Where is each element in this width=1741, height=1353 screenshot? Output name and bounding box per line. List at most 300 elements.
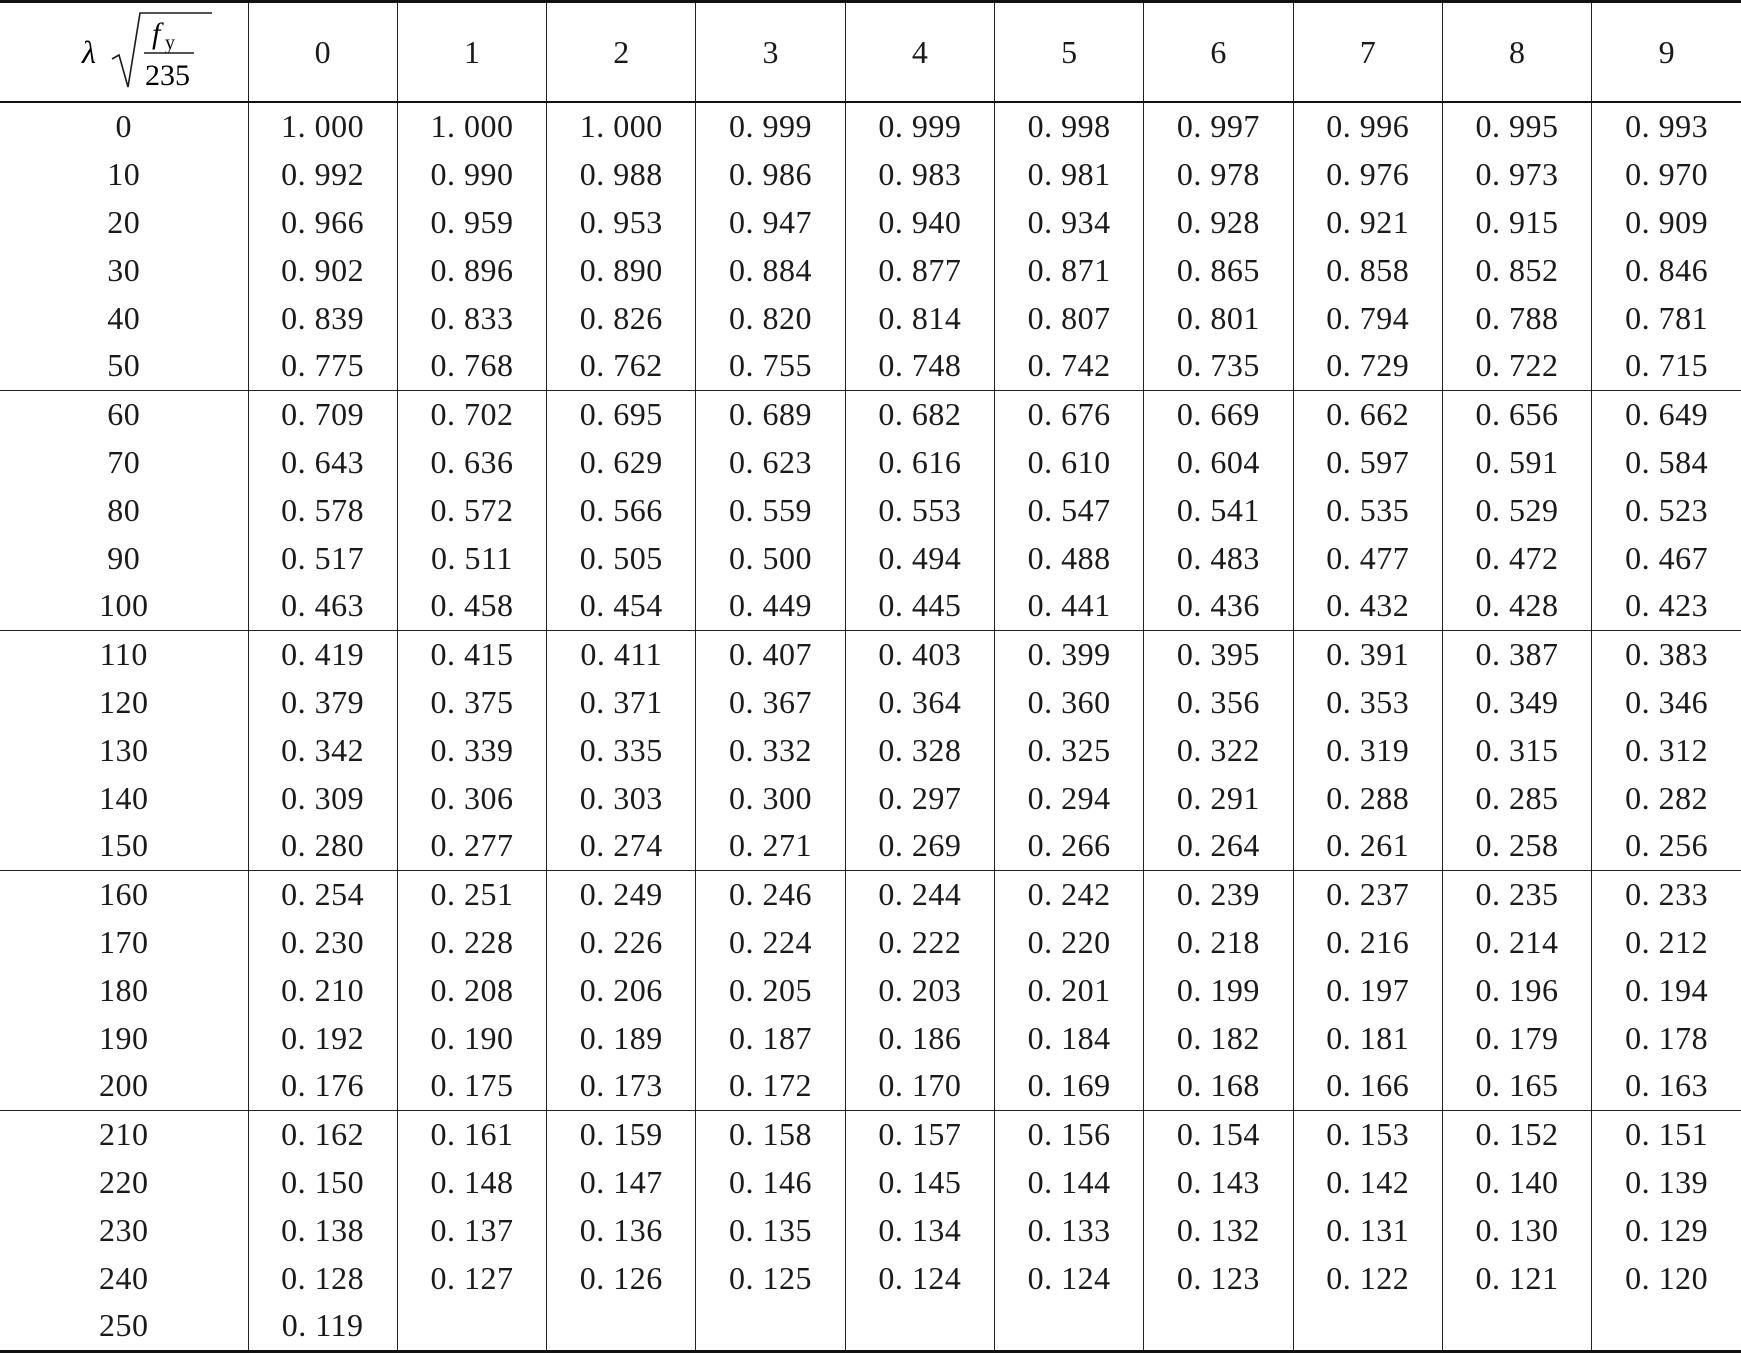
table-row (0, 1302, 1741, 1351)
row-lambda-label: 210 (99, 1116, 149, 1153)
coefficient-cell: 0. 205 (696, 966, 845, 1014)
coefficient-cell: 0. 280 (248, 822, 397, 870)
coefficient-cell: 0. 134 (845, 1206, 994, 1254)
coefficient-cell: 0. 768 (397, 342, 546, 390)
coefficient-cell: 0. 915 (1442, 199, 1591, 247)
coefficient-cell: 0. 978 (1144, 151, 1293, 199)
coefficient-cell: 0. 300 (696, 774, 845, 822)
coefficient-cell: 0. 203 (845, 966, 994, 1014)
coefficient-cell: 0. 120 (1592, 1254, 1741, 1302)
row-lambda-label: 130 (99, 731, 149, 768)
coefficient-cell: 0. 921 (1293, 199, 1442, 247)
coefficient-cell: 0. 235 (1442, 870, 1591, 918)
coefficient-cell: 0. 271 (696, 822, 845, 870)
coefficient-cell: 0. 172 (696, 1062, 845, 1110)
coefficient-cell: 0. 488 (994, 534, 1143, 582)
coefficient-cell: 0. 216 (1293, 919, 1442, 967)
coefficient-cell: 0. 391 (1293, 630, 1442, 678)
coefficient-cell: 0. 176 (248, 1062, 397, 1110)
coefficient-cell: 0. 970 (1592, 151, 1741, 199)
row-lambda-label: 0 (115, 108, 132, 145)
row-lambda-label: 70 (107, 443, 141, 480)
coefficient-cell: 0. 702 (397, 390, 546, 438)
coefficient-cell (845, 1302, 994, 1351)
coefficient-cell: 0. 119 (248, 1302, 397, 1351)
coefficient-cell: 0. 896 (397, 246, 546, 294)
coefficient-cell: 0. 356 (1144, 679, 1293, 727)
coefficient-cell: 0. 449 (696, 582, 845, 630)
coefficient-cell: 0. 132 (1144, 1206, 1293, 1254)
coefficient-cell: 0. 467 (1592, 534, 1741, 582)
table-row (0, 582, 1741, 630)
coefficient-cell: 0. 294 (994, 774, 1143, 822)
coefficient-cell: 0. 953 (547, 199, 696, 247)
coefficient-cell: 0. 517 (248, 534, 397, 582)
coefficient-cell: 0. 136 (547, 1206, 696, 1254)
coefficient-cell: 0. 256 (1592, 822, 1741, 870)
header-digit-4: 4 (845, 2, 994, 103)
header-digit-5: 5 (994, 2, 1143, 103)
slenderness-formula (24, 3, 224, 93)
row-lambda-label: 250 (0, 1302, 248, 1351)
row-lambda-label: 240 (99, 1259, 149, 1296)
coefficient-cell: 0. 131 (1293, 1206, 1442, 1254)
header-digit-7: 7 (1293, 2, 1442, 103)
coefficient-cell: 0. 237 (1293, 870, 1442, 918)
coefficient-cell: 0. 807 (994, 294, 1143, 342)
coefficient-cell: 0. 249 (547, 870, 696, 918)
coefficient-cell: 0. 335 (547, 726, 696, 774)
coefficient-cell: 0. 999 (845, 102, 994, 151)
row-lambda-label: 200 (0, 1062, 248, 1110)
header-digit-2: 2 (547, 2, 696, 103)
coefficient-cell: 0. 990 (397, 151, 546, 199)
coefficient-cell: 0. 218 (1144, 919, 1293, 967)
coefficient-cell: 0. 208 (397, 966, 546, 1014)
coefficient-cell: 0. 649 (1592, 390, 1741, 438)
coefficient-cell: 0. 173 (547, 1062, 696, 1110)
coefficient-cell: 0. 529 (1442, 486, 1591, 534)
row-lambda-label: 160 (99, 876, 149, 913)
coefficient-cell: 0. 981 (994, 151, 1143, 199)
header-digit-0: 0 (248, 2, 397, 103)
coefficient-cell: 0. 127 (397, 1254, 546, 1302)
coefficient-cell: 0. 364 (845, 679, 994, 727)
coefficient-cell: 0. 387 (1442, 630, 1591, 678)
coefficient-cell (696, 1302, 845, 1351)
coefficient-cell: 0. 636 (397, 439, 546, 487)
coefficient-cell: 0. 500 (696, 534, 845, 582)
coefficient-cell: 0. 801 (1144, 294, 1293, 342)
coefficient-cell: 0. 184 (994, 1014, 1143, 1062)
coefficient-cell: 0. 346 (1592, 679, 1741, 727)
coefficient-cell: 0. 128 (248, 1254, 397, 1302)
row-lambda-label: 30 (107, 251, 141, 288)
row-lambda-label: 170 (99, 923, 149, 960)
coefficient-cell: 0. 682 (845, 390, 994, 438)
table-row (0, 726, 1741, 774)
coefficient-cell: 0. 143 (1144, 1159, 1293, 1207)
coefficient-cell: 0. 976 (1293, 151, 1442, 199)
coefficient-cell: 0. 996 (1293, 102, 1442, 151)
coefficient-cell: 0. 383 (1592, 630, 1741, 678)
table-row (0, 151, 1741, 199)
table-row (0, 870, 1741, 918)
coefficient-cell: 0. 643 (248, 439, 397, 487)
formula-lambda: λ (81, 34, 96, 70)
coefficient-cell (1592, 1302, 1741, 1351)
table-row (0, 294, 1741, 342)
coefficient-cell (1293, 1302, 1442, 1351)
coefficient-cell: 0. 140 (1442, 1159, 1591, 1207)
coefficient-cell: 0. 993 (1592, 102, 1741, 151)
coefficient-cell: 0. 553 (845, 486, 994, 534)
coefficient-cell: 0. 181 (1293, 1014, 1442, 1062)
table-body (0, 102, 1741, 1351)
row-lambda-label: 80 (107, 491, 141, 528)
coefficient-cell: 0. 775 (248, 342, 397, 390)
coefficient-cell: 0. 865 (1144, 246, 1293, 294)
coefficient-cell: 0. 165 (1442, 1062, 1591, 1110)
table-row (0, 439, 1741, 487)
coefficient-cell: 0. 477 (1293, 534, 1442, 582)
coefficient-cell: 0. 535 (1293, 486, 1442, 534)
coefficient-cell: 0. 833 (397, 294, 546, 342)
coefficient-cell: 0. 192 (248, 1014, 397, 1062)
coefficient-cell: 0. 616 (845, 439, 994, 487)
coefficient-cell: 0. 158 (696, 1110, 845, 1158)
coefficient-cell: 0. 959 (397, 199, 546, 247)
row-lambda-label: 50 (0, 342, 248, 390)
coefficient-cell: 0. 303 (547, 774, 696, 822)
coefficient-cell: 0. 315 (1442, 726, 1591, 774)
coefficient-cell: 0. 947 (696, 199, 845, 247)
coefficient-cell: 0. 319 (1293, 726, 1442, 774)
coefficient-cell: 0. 138 (248, 1206, 397, 1254)
coefficient-cell: 0. 196 (1442, 966, 1591, 1014)
coefficient-cell: 0. 709 (248, 390, 397, 438)
coefficient-cell: 0. 375 (397, 679, 546, 727)
coefficient-cell: 0. 871 (994, 246, 1143, 294)
coefficient-cell: 0. 902 (248, 246, 397, 294)
coefficient-cell: 0. 154 (1144, 1110, 1293, 1158)
coefficient-cell: 0. 966 (248, 199, 397, 247)
table-row (0, 1159, 1741, 1207)
coefficient-cell: 0. 483 (1144, 534, 1293, 582)
coefficient-cell: 0. 194 (1592, 966, 1741, 1014)
coefficient-cell: 0. 995 (1442, 102, 1591, 151)
coefficient-cell: 0. 156 (994, 1110, 1143, 1158)
coefficient-cell: 0. 992 (248, 151, 397, 199)
coefficient-cell: 0. 695 (547, 390, 696, 438)
row-lambda-label: 150 (0, 822, 248, 870)
table-row (0, 774, 1741, 822)
coefficient-cell: 0. 161 (397, 1110, 546, 1158)
coefficient-cell: 0. 436 (1144, 582, 1293, 630)
coefficient-cell: 0. 610 (994, 439, 1143, 487)
coefficient-cell: 0. 144 (994, 1159, 1143, 1207)
table-row (0, 534, 1741, 582)
coefficient-cell: 0. 411 (547, 630, 696, 678)
coefficient-cell: 0. 322 (1144, 726, 1293, 774)
coefficient-cell (397, 1302, 546, 1351)
coefficient-cell: 0. 762 (547, 342, 696, 390)
formula-fy-subscript: y (164, 32, 175, 54)
coefficient-cell: 0. 419 (248, 630, 397, 678)
coefficient-cell: 0. 428 (1442, 582, 1591, 630)
coefficient-cell: 0. 423 (1592, 582, 1741, 630)
coefficient-cell: 0. 224 (696, 919, 845, 967)
coefficient-cell: 0. 163 (1592, 1062, 1741, 1110)
coefficient-cell: 0. 689 (696, 390, 845, 438)
coefficient-cell: 0. 755 (696, 342, 845, 390)
coefficient-cell: 0. 458 (397, 582, 546, 630)
coefficient-cell: 0. 129 (1592, 1206, 1741, 1254)
coefficient-cell: 0. 578 (248, 486, 397, 534)
header-digit-1: 1 (397, 2, 546, 103)
coefficient-cell: 0. 186 (845, 1014, 994, 1062)
coefficient-cell: 0. 415 (397, 630, 546, 678)
coefficient-cell (1442, 1302, 1591, 1351)
coefficient-cell: 0. 349 (1442, 679, 1591, 727)
coefficient-cell: 0. 182 (1144, 1014, 1293, 1062)
coefficient-cell: 0. 846 (1592, 246, 1741, 294)
coefficient-cell: 0. 511 (397, 534, 546, 582)
coefficient-cell: 0. 781 (1592, 294, 1741, 342)
coefficient-cell: 0. 999 (696, 102, 845, 151)
coefficient-cell: 0. 997 (1144, 102, 1293, 151)
coefficient-cell: 0. 309 (248, 774, 397, 822)
coefficient-cell: 0. 463 (248, 582, 397, 630)
coefficient-cell: 0. 210 (248, 966, 397, 1014)
coefficient-cell: 0. 505 (547, 534, 696, 582)
coefficient-cell: 0. 124 (994, 1254, 1143, 1302)
coefficient-cell: 0. 379 (248, 679, 397, 727)
coefficient-cell: 1. 000 (397, 102, 546, 151)
coefficient-cell (994, 1302, 1143, 1351)
coefficient-cell: 0. 353 (1293, 679, 1442, 727)
coefficient-cell: 0. 820 (696, 294, 845, 342)
table-row (0, 822, 1741, 870)
coefficient-cell: 0. 371 (547, 679, 696, 727)
coefficient-cell: 0. 121 (1442, 1254, 1591, 1302)
coefficient-cell: 0. 178 (1592, 1014, 1741, 1062)
coefficient-cell: 0. 360 (994, 679, 1143, 727)
coefficient-cell: 0. 228 (397, 919, 546, 967)
coefficient-cell: 0. 125 (696, 1254, 845, 1302)
coefficient-cell: 0. 814 (845, 294, 994, 342)
coefficient-cell: 0. 122 (1293, 1254, 1442, 1302)
coefficient-cell: 0. 285 (1442, 774, 1591, 822)
coefficient-cell: 0. 274 (547, 822, 696, 870)
coefficient-cell: 1. 000 (248, 102, 397, 151)
coefficient-cell: 0. 432 (1293, 582, 1442, 630)
coefficient-cell: 0. 297 (845, 774, 994, 822)
coefficient-cell: 0. 748 (845, 342, 994, 390)
header-formula-cell (0, 2, 248, 103)
coefficient-cell: 0. 722 (1442, 342, 1591, 390)
row-lambda-label: 10 (107, 156, 141, 193)
coefficient-cell: 0. 826 (547, 294, 696, 342)
row-lambda-label: 190 (99, 1019, 149, 1056)
coefficient-cell: 0. 151 (1592, 1110, 1741, 1158)
header-digit-8: 8 (1442, 2, 1591, 103)
coefficient-cell: 0. 152 (1442, 1110, 1591, 1158)
table-row (0, 1254, 1741, 1302)
coefficient-cell: 0. 123 (1144, 1254, 1293, 1302)
coefficient-cell: 0. 494 (845, 534, 994, 582)
coefficient-cell: 0. 190 (397, 1014, 546, 1062)
coefficient-cell: 0. 877 (845, 246, 994, 294)
formula-denominator: 235 (144, 59, 190, 92)
coefficient-cell: 0. 135 (696, 1206, 845, 1254)
table-row (0, 102, 1741, 151)
coefficient-cell: 0. 998 (994, 102, 1143, 151)
coefficient-cell: 0. 142 (1293, 1159, 1442, 1207)
coefficient-cell: 0. 629 (547, 439, 696, 487)
coefficient-cell: 0. 246 (696, 870, 845, 918)
header-digit-3: 3 (696, 2, 845, 103)
table-row (0, 342, 1741, 390)
coefficient-cell (547, 1302, 696, 1351)
formula-fy: f (151, 17, 161, 50)
table-row (0, 1062, 1741, 1110)
coefficient-cell: 0. 233 (1592, 870, 1741, 918)
coefficient-cell: 0. 187 (696, 1014, 845, 1062)
table-row (0, 199, 1741, 247)
coefficient-cell: 0. 312 (1592, 726, 1741, 774)
coefficient-cell: 0. 395 (1144, 630, 1293, 678)
coefficient-cell: 0. 597 (1293, 439, 1442, 487)
coefficient-cell: 0. 742 (994, 342, 1143, 390)
row-lambda-label: 180 (99, 971, 149, 1008)
coefficient-cell (1144, 1302, 1293, 1351)
table-row (0, 679, 1741, 727)
row-lambda-label: 110 (99, 636, 148, 673)
header-row (0, 2, 1741, 103)
coefficient-cell: 0. 146 (696, 1159, 845, 1207)
coefficient-cell: 0. 403 (845, 630, 994, 678)
coefficient-cell: 0. 206 (547, 966, 696, 1014)
coefficient-cell: 0. 261 (1293, 822, 1442, 870)
coefficient-cell: 0. 277 (397, 822, 546, 870)
coefficient-cell: 0. 656 (1442, 390, 1591, 438)
coefficient-cell: 0. 239 (1144, 870, 1293, 918)
row-lambda-label: 140 (99, 779, 149, 816)
header-digit-6: 6 (1144, 2, 1293, 103)
coefficient-cell: 0. 197 (1293, 966, 1442, 1014)
coefficient-cell: 0. 472 (1442, 534, 1591, 582)
coefficient-cell: 0. 973 (1442, 151, 1591, 199)
coefficient-cell: 0. 170 (845, 1062, 994, 1110)
row-lambda-label: 220 (99, 1163, 149, 1200)
coefficient-cell: 0. 407 (696, 630, 845, 678)
coefficient-cell: 0. 669 (1144, 390, 1293, 438)
coefficient-cell: 0. 251 (397, 870, 546, 918)
coefficient-cell: 0. 266 (994, 822, 1143, 870)
coefficient-cell: 0. 884 (696, 246, 845, 294)
table-row (0, 1206, 1741, 1254)
coefficient-cell: 0. 934 (994, 199, 1143, 247)
coefficient-cell: 0. 328 (845, 726, 994, 774)
coefficient-cell: 0. 441 (994, 582, 1143, 630)
coefficient-cell: 0. 126 (547, 1254, 696, 1302)
coefficient-cell: 0. 168 (1144, 1062, 1293, 1110)
coefficient-cell: 0. 454 (547, 582, 696, 630)
coefficient-cell: 0. 282 (1592, 774, 1741, 822)
coefficient-cell: 0. 166 (1293, 1062, 1442, 1110)
coefficient-cell: 0. 367 (696, 679, 845, 727)
coefficient-cell: 0. 147 (547, 1159, 696, 1207)
coefficient-cell: 0. 729 (1293, 342, 1442, 390)
coefficient-cell: 0. 584 (1592, 439, 1741, 487)
coefficient-cell: 0. 153 (1293, 1110, 1442, 1158)
row-lambda-label: 40 (107, 299, 141, 336)
row-lambda-label: 100 (0, 582, 248, 630)
coefficient-cell: 0. 547 (994, 486, 1143, 534)
coefficient-cell: 0. 157 (845, 1110, 994, 1158)
coefficient-cell: 0. 676 (994, 390, 1143, 438)
coefficient-cell: 0. 199 (1144, 966, 1293, 1014)
coefficient-cell: 0. 258 (1442, 822, 1591, 870)
coefficient-cell: 0. 288 (1293, 774, 1442, 822)
coefficient-cell: 0. 909 (1592, 199, 1741, 247)
header-digit-9: 9 (1592, 2, 1741, 103)
coefficient-cell: 0. 124 (845, 1254, 994, 1302)
coefficient-cell: 0. 169 (994, 1062, 1143, 1110)
row-lambda-label: 90 (107, 539, 141, 576)
coefficient-cell: 0. 179 (1442, 1014, 1591, 1062)
coefficient-cell: 0. 928 (1144, 199, 1293, 247)
coefficient-cell: 0. 226 (547, 919, 696, 967)
coefficient-cell: 0. 794 (1293, 294, 1442, 342)
coefficient-cell: 0. 572 (397, 486, 546, 534)
coefficient-cell: 0. 264 (1144, 822, 1293, 870)
coefficient-cell: 0. 735 (1144, 342, 1293, 390)
coefficient-cell: 0. 445 (845, 582, 994, 630)
coefficient-cell: 0. 715 (1592, 342, 1741, 390)
coefficient-cell: 0. 988 (547, 151, 696, 199)
coefficient-cell: 0. 662 (1293, 390, 1442, 438)
coefficient-cell: 0. 332 (696, 726, 845, 774)
coefficient-cell: 0. 940 (845, 199, 994, 247)
coefficient-cell: 0. 291 (1144, 774, 1293, 822)
coefficient-cell: 0. 342 (248, 726, 397, 774)
coefficient-cell: 0. 325 (994, 726, 1143, 774)
coefficient-cell: 0. 189 (547, 1014, 696, 1062)
coefficient-cell: 0. 839 (248, 294, 397, 342)
coefficient-cell: 0. 983 (845, 151, 994, 199)
coefficient-cell: 0. 604 (1144, 439, 1293, 487)
coefficient-cell: 0. 852 (1442, 246, 1591, 294)
coefficient-cell: 0. 788 (1442, 294, 1591, 342)
table-row (0, 630, 1741, 678)
coefficient-cell: 0. 148 (397, 1159, 546, 1207)
table-row (0, 246, 1741, 294)
table-row (0, 919, 1741, 967)
coefficient-cell: 0. 150 (248, 1159, 397, 1207)
sqrt-formula-graphic (24, 3, 224, 93)
coefficient-cell: 0. 201 (994, 966, 1143, 1014)
row-lambda-label: 60 (107, 396, 141, 433)
coefficient-cell: 0. 986 (696, 151, 845, 199)
table-row (0, 1110, 1741, 1158)
coefficient-cell: 0. 145 (845, 1159, 994, 1207)
coefficient-cell: 0. 212 (1592, 919, 1741, 967)
coefficient-cell: 0. 244 (845, 870, 994, 918)
coefficient-cell: 0. 214 (1442, 919, 1591, 967)
table-row (0, 390, 1741, 438)
